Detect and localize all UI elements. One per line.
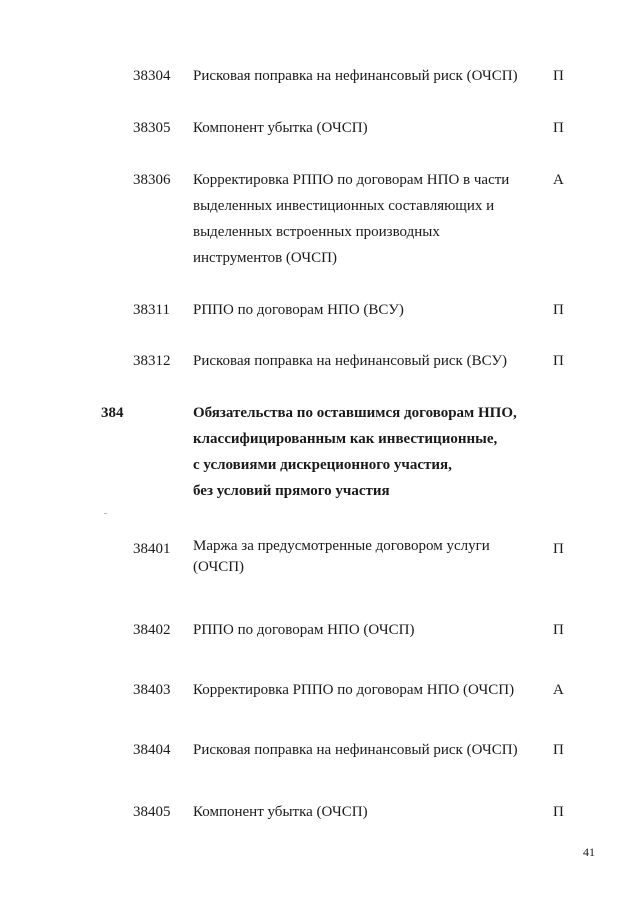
account-name-line: РППО по договорам НПО (ВСУ) <box>193 302 404 318</box>
account-type: П <box>553 804 564 820</box>
account-name <box>193 115 533 141</box>
section-title <box>193 400 553 504</box>
account-name-line: Корректировка РППО по договорам НПО (ОЧСП) <box>193 682 515 698</box>
section-code: 384 <box>101 405 124 421</box>
account-name <box>193 799 533 825</box>
section-title-line: Обязательства по оставшимся договорам НПО, <box>193 405 517 421</box>
account-code: 38304 <box>133 68 171 84</box>
account-code: 38404 <box>133 742 171 758</box>
account-name <box>193 617 533 643</box>
account-name-line: Компонент убытка (ОЧСП) <box>193 120 368 136</box>
account-code: 38312 <box>133 353 171 369</box>
account-code: 38311 <box>133 302 170 318</box>
account-type: П <box>553 622 564 638</box>
account-name-line: Рисковая поправка на нефинансовый риск (ВСУ) <box>193 353 508 369</box>
account-name <box>193 167 533 271</box>
account-name <box>193 348 533 374</box>
account-type: П <box>553 120 564 136</box>
account-code: 38401 <box>133 541 171 557</box>
account-type: П <box>553 541 564 557</box>
account-code: 38403 <box>133 682 171 698</box>
section-title-line: классифицированным как инвестиционные, <box>193 431 498 447</box>
account-code: 38305 <box>133 120 171 136</box>
account-code: 38405 <box>133 804 171 820</box>
account-name-line: Маржа за предусмотренные договором услуги <box>193 538 490 554</box>
account-name <box>193 63 533 89</box>
account-name <box>193 297 533 323</box>
account-name-line: РППО по договорам НПО (ОЧСП) <box>193 622 415 638</box>
account-name-line: инструментов (ОЧСП) <box>193 250 337 266</box>
account-name-line: выделенных инвестиционных составляющих и <box>193 198 495 214</box>
account-name-line: Корректировка РППО по договорам НПО в части <box>193 172 510 188</box>
account-type: П <box>553 302 564 318</box>
account-code: 38306 <box>133 172 171 188</box>
account-type: П <box>553 742 564 758</box>
scan-speck <box>104 513 107 514</box>
section-title-line: с условиями дискреционного участия, <box>193 457 452 473</box>
account-name-line: выделенных встроенных производных <box>193 224 440 240</box>
account-name-line: (ОЧСП) <box>193 559 245 575</box>
section-title-line: без условий прямого участия <box>193 483 390 499</box>
account-name-line: Компонент убытка (ОЧСП) <box>193 804 368 820</box>
account-name <box>193 737 533 763</box>
page-number: 41 <box>583 845 595 859</box>
account-type: П <box>553 68 564 84</box>
account-name-line: Рисковая поправка на нефинансовый риск (ОЧСП) <box>193 68 518 84</box>
account-type: А <box>553 682 564 698</box>
account-code: 38402 <box>133 622 171 638</box>
account-name-line: Рисковая поправка на нефинансовый риск (ОЧСП) <box>193 742 518 758</box>
account-type: П <box>553 353 564 369</box>
account-name <box>193 536 533 578</box>
account-type: А <box>553 172 564 188</box>
account-name <box>193 677 533 703</box>
